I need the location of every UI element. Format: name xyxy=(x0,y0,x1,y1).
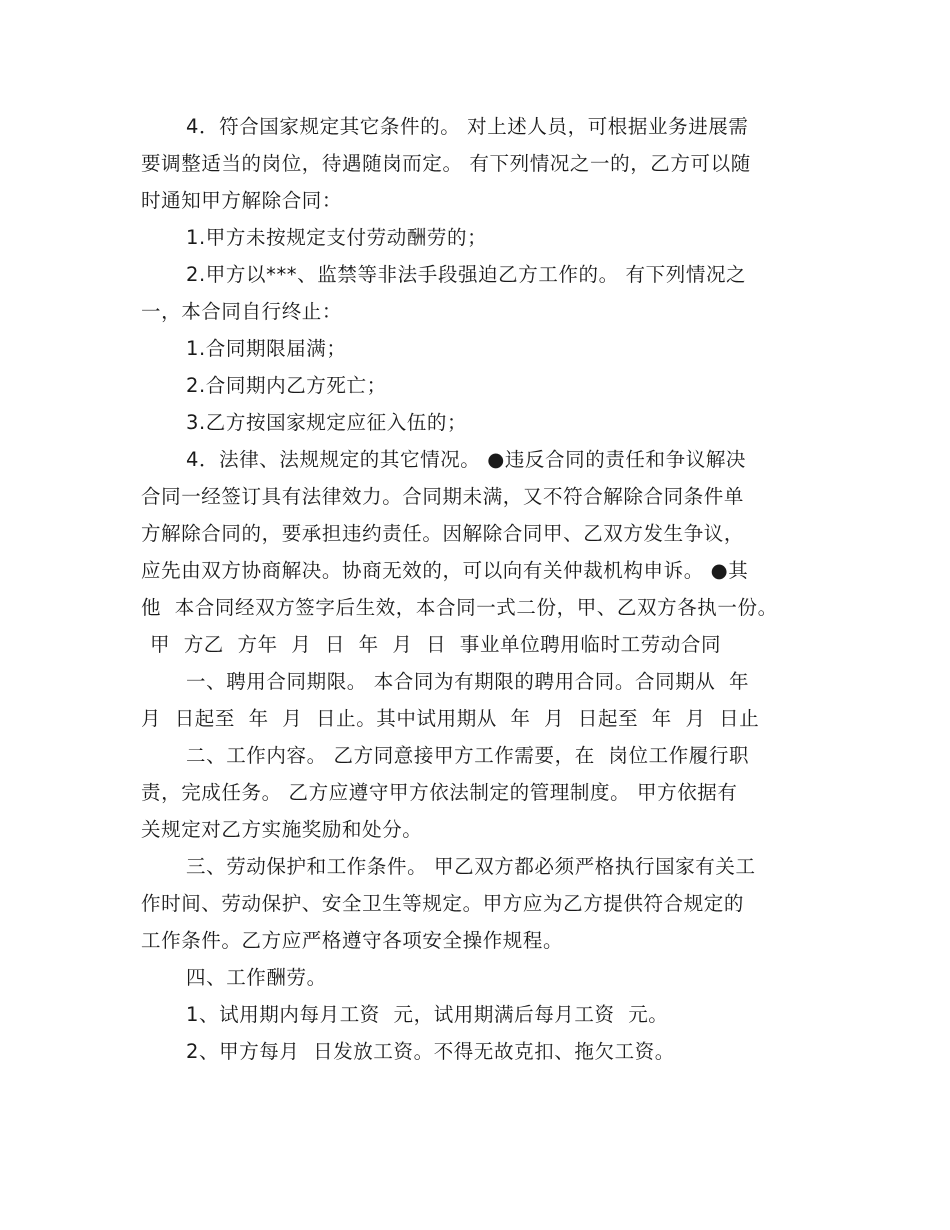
text-line xyxy=(0,923,950,959)
line-text: 责，完成任务。 乙方应遵守甲方依法制定的管理制度。 甲方依据有 xyxy=(141,781,738,804)
text-line xyxy=(0,1034,950,1070)
line-text: 要调整适当的岗位，待遇随岗而定。 有下列情况之一的，乙方可以随 xyxy=(141,152,751,175)
line-text: 月 日起至 年 月 日止。其中试用期从 年 月 日起至 年 月 日止 xyxy=(141,707,760,730)
text-line xyxy=(0,849,950,885)
text-line xyxy=(0,405,950,441)
text-line xyxy=(0,368,950,404)
text-line xyxy=(0,701,950,737)
line-text: 合同一经签订具有法律效力。合同期未满，又不符合解除合同条件单 xyxy=(141,485,745,508)
line-text: 1.甲方未按规定支付劳动酬劳的； xyxy=(186,226,488,249)
text-line xyxy=(0,220,950,256)
text-line xyxy=(0,886,950,922)
line-text: 2、甲方每月 日发放工资。不得无故克扣、拖欠工资。 xyxy=(186,1040,675,1063)
line-text: 二、工作内容。 乙方同意接甲方工作需要，在 岗位工作履行职 xyxy=(186,744,750,767)
text-line xyxy=(0,664,950,700)
text-line xyxy=(0,331,950,367)
text-line xyxy=(0,775,950,811)
line-text: 4．法律、法规规定的其它情况。 ●违反合同的责任和争议解决 xyxy=(186,448,747,471)
text-line xyxy=(0,553,950,589)
text-line xyxy=(0,442,950,478)
line-text: 他 本合同经双方签字后生效，本合同一式二份，甲、乙双方各执一份。 xyxy=(141,596,778,619)
text-line xyxy=(0,146,950,182)
text-line xyxy=(0,627,950,663)
line-text: 作时间、劳动保护、安全卫生等规定。甲方应为乙方提供符合规定的 xyxy=(141,892,745,915)
line-text: 三、劳动保护和工作条件。 甲乙双方都必须严格执行国家有关工 xyxy=(186,855,756,878)
line-text: 1.合同期限届满； xyxy=(186,337,347,360)
text-line xyxy=(0,109,950,145)
text-line xyxy=(0,738,950,774)
text-line xyxy=(0,294,950,330)
text-line xyxy=(0,183,950,219)
line-text: 一，本合同自行终止： xyxy=(141,300,343,323)
line-text: 3.乙方按国家规定应征入伍的； xyxy=(186,411,468,434)
line-text: 时通知甲方解除合同： xyxy=(141,189,343,212)
line-text: 四、工作酬劳。 xyxy=(186,966,327,989)
line-text: 1、试用期内每月工资 元，试用期满后每月工资 元。 xyxy=(186,1003,669,1026)
line-text: 应先由双方协商解决。协商无效的，可以向有关仲裁机构申诉。 ●其 xyxy=(141,559,749,582)
line-text: 2.甲方以***、监禁等非法手段强迫乙方工作的。 有下列情况之 xyxy=(186,263,747,286)
line-text: 方解除合同的，要承担违约责任。因解除合同甲、乙双方发生争议， xyxy=(141,522,745,545)
text-line xyxy=(0,997,950,1033)
text-line xyxy=(0,960,950,996)
text-line xyxy=(0,516,950,552)
line-text: 工作条件。乙方应严格遵守各项安全操作规程。 xyxy=(141,929,564,952)
line-text: 一、聘用合同期限。 本合同为有期限的聘用合同。合同期从 年 xyxy=(186,670,750,693)
line-text: 2.合同期内乙方死亡； xyxy=(186,374,387,397)
text-line xyxy=(0,257,950,293)
text-line xyxy=(0,590,950,626)
line-text: 关规定对乙方实施奖励和处分。 xyxy=(141,818,423,841)
line-text: 4．符合国家规定其它条件的。 对上述人员，可根据业务进展需 xyxy=(186,115,749,138)
text-line xyxy=(0,479,950,515)
line-text: 甲 方乙 方年 月 日 年 月 日 事业单位聘用临时工劳动合同 xyxy=(150,633,722,656)
text-line xyxy=(0,812,950,848)
